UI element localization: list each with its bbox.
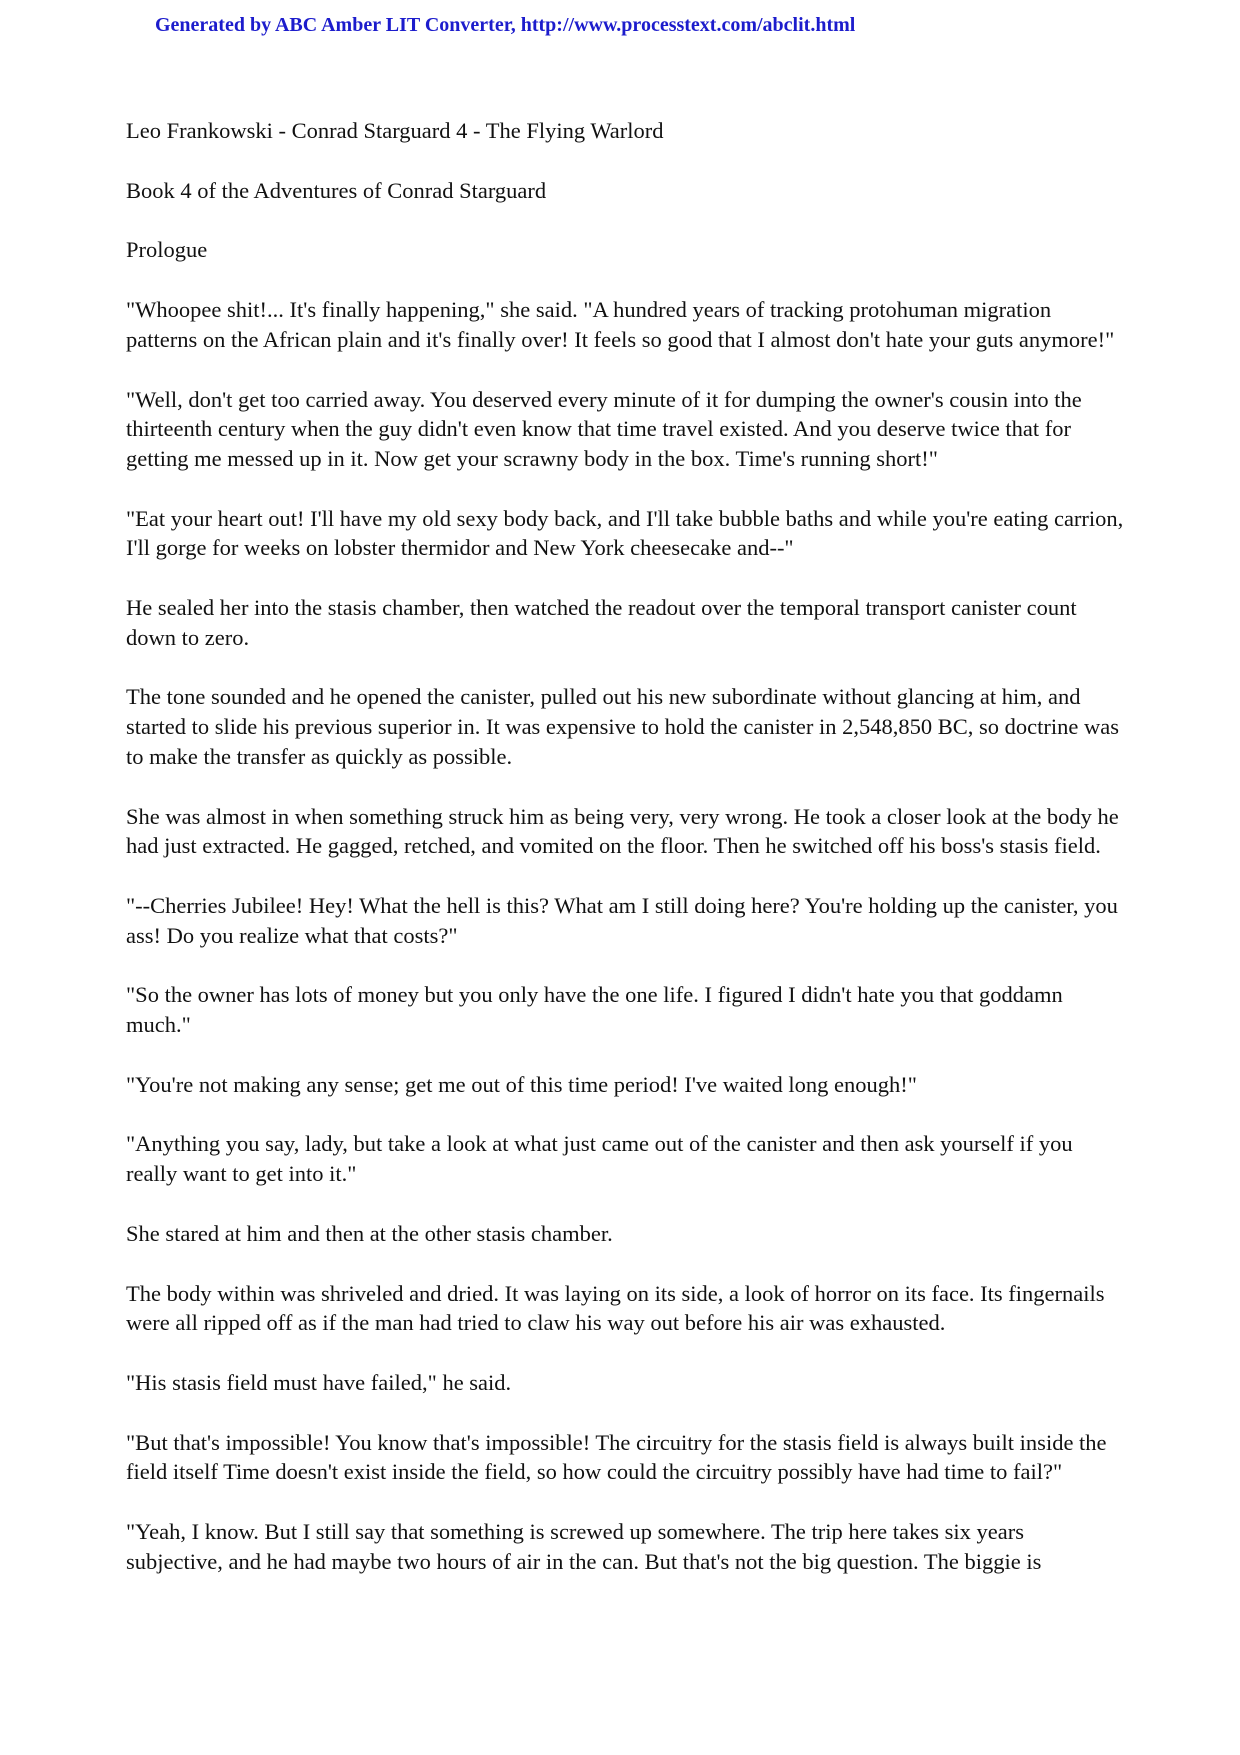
book-subtitle: Book 4 of the Adventures of Conrad Starguard — [126, 177, 547, 203]
paragraph: "Whoopee shit!... It's finally happening," she said. "A hundred years of tracking protohuman migration patterns on the African plain and it's finally over! It feels so good that I almost don't hate your guts anymore!" — [126, 297, 1115, 352]
paragraph: "Anything you say, lady, but take a look at what just came out of the canister and then ask yourself if you really want to get into it." — [126, 1131, 1073, 1187]
paragraph: The tone sounded and he opened the canister, pulled out his new subordinate without glancing at him, and started to slide his previous superior in. It was expensive to hold the canister in 2,548,850 BC, so doctrine was to make the transfer as quickly as possible. — [126, 684, 1119, 769]
paragraph: The body within was shriveled and dried. It was laying on its side, a look of horror on its face. Its fingernails were all ripped off as if the man had tried to claw his way out before his air was exhausted. — [126, 1280, 1105, 1336]
section-heading: Prologue — [126, 237, 208, 263]
paragraph: He sealed her into the stasis chamber, then watched the readout over the temporal transport canister count down to zero. — [126, 595, 1077, 650]
paragraph: "So the owner has lots of money but you only have the one life. I figured I didn't hate you that goddamn much." — [126, 982, 1063, 1038]
document-body — [126, 116, 1126, 1607]
paragraph: "But that's impossible! You know that's impossible! The circuitry for the stasis field is always built inside the field itself Time doesn't exist inside the field, so how could the circuitry possibly have had time to fail?" — [126, 1429, 1107, 1485]
paragraph: "--Cherries Jubilee! Hey! What the hell is this? What am I still doing here? You're holding up the canister, you ass! Do you realize what that costs?" — [126, 892, 1118, 948]
paragraph: "Yeah, I know. But I still say that something is screwed up somewhere. The trip here takes six years subjective, and he had maybe two hours of air in the can. But that's not the big question. The biggie is — [126, 1519, 1042, 1574]
paragraph: "Well, don't get too carried away. You deserved every minute of it for dumping the owner's cousin into the thirteenth century when the guy didn't even know that time travel existed. And you deserve twice that for getting me messed up in it. Now get your scrawny body in the box. Time's running short!" — [126, 386, 1082, 471]
paragraph: "You're not making any sense; get me out of this time period! I've waited long enough!" — [126, 1071, 917, 1097]
paragraph: She stared at him and then at the other stasis chamber. — [126, 1220, 613, 1246]
paragraph: "Eat your heart out! I'll have my old sexy body back, and I'll take bubble baths and while you're eating carrion, I'll gorge for weeks on lobster thermidor and New York cheesecake and--" — [126, 505, 1124, 561]
converter-header-link[interactable]: Generated by ABC Amber LIT Converter, http://www.processtext.com/abclit.html — [155, 14, 856, 36]
document-title: Leo Frankowski - Conrad Starguard 4 - The Flying Warlord — [126, 118, 664, 143]
paragraph: She was almost in when something struck him as being very, very wrong. He took a closer look at the body he had just extracted. He gagged, retched, and vomited on the floor. Then he switched off his boss's stasis field. — [126, 803, 1119, 859]
paragraph: "His stasis field must have failed," he said. — [126, 1369, 512, 1395]
